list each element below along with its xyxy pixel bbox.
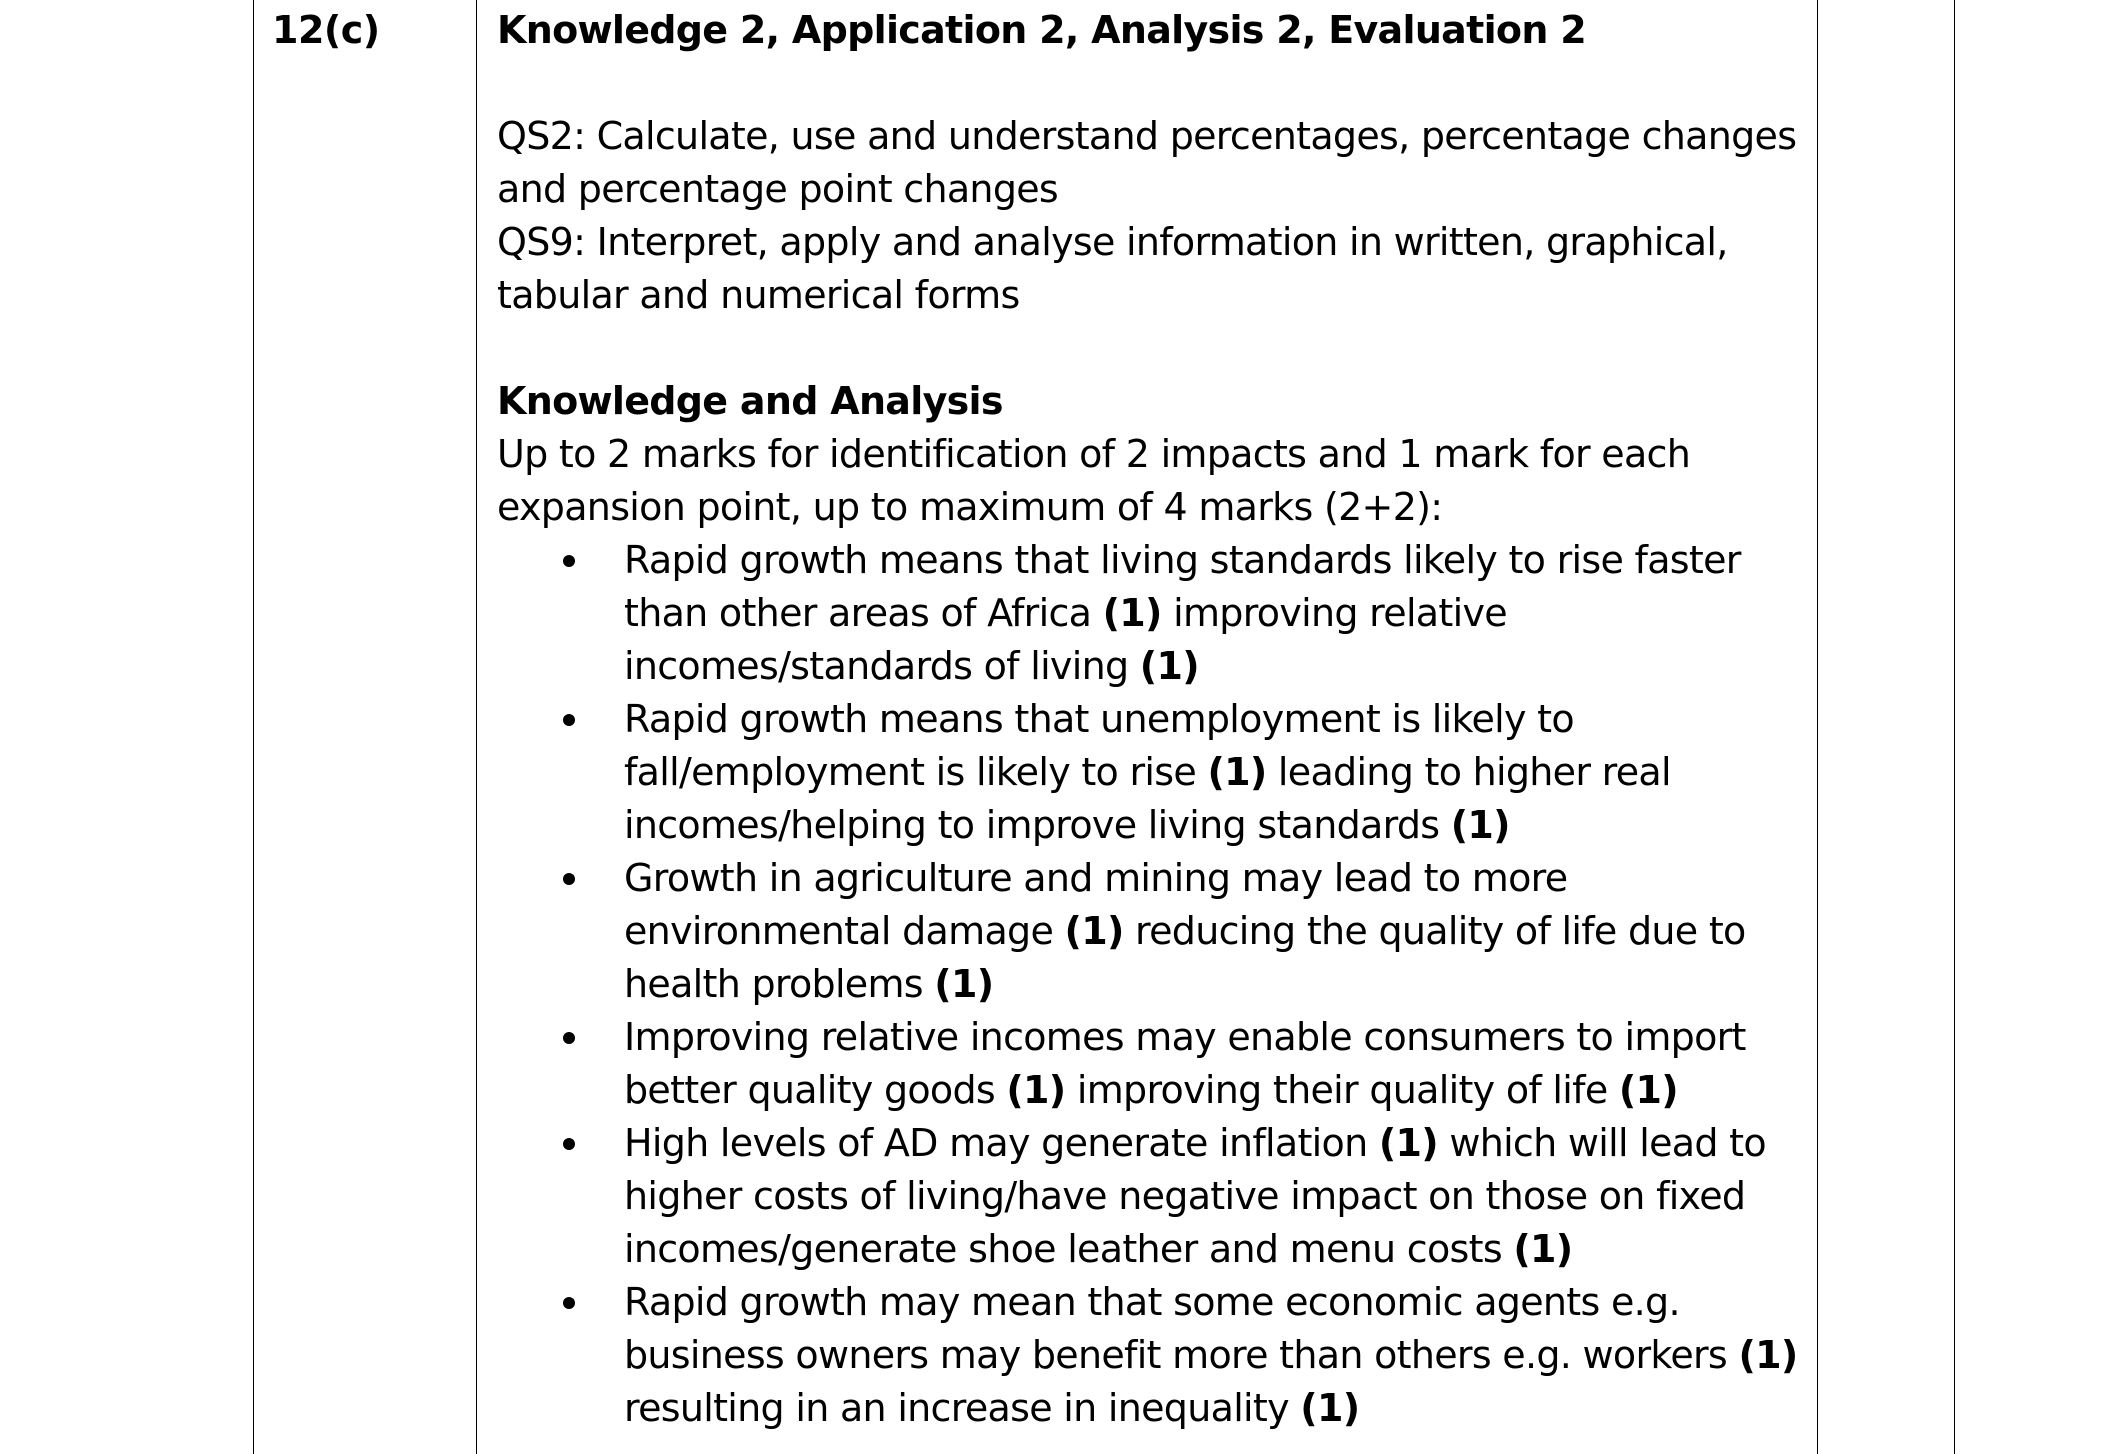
- mark-badge: (1): [1618, 1068, 1678, 1112]
- mark-badge: (1): [934, 962, 994, 1006]
- bullet-icon: [563, 555, 575, 567]
- mark-badge: (1): [1378, 1121, 1438, 1165]
- impact-list: [497, 534, 1797, 1435]
- column-divider: [253, 0, 254, 1454]
- mark-badge: (1): [1450, 803, 1510, 847]
- mark-badge: (1): [1513, 1227, 1573, 1271]
- list-item: Rapid growth means that living standards likely to rise faster than other areas of Africa (1) improving relative incomes/standards of living (1): [497, 534, 1797, 693]
- skill-qs9: QS9: Interpret, apply and analyse information in written, graphical, tabular and numerical forms: [497, 220, 1728, 317]
- list-item: Growth in agriculture and mining may lead to more environmental damage (1) reducing the quality of life due to health problems (1): [497, 852, 1797, 1011]
- list-item: Rapid growth means that unemployment is likely to fall/employment is likely to rise (1) leading to higher real incomes/helping to improve living standards (1): [497, 693, 1797, 852]
- column-divider: [476, 0, 477, 1454]
- mark-badge: (1): [1300, 1386, 1360, 1430]
- intro-text: Up to 2 marks for identification of 2 impacts and 1 mark for each expansion point, up to maximum of 4 marks (2+2):: [497, 432, 1691, 529]
- bullet-icon: [563, 1138, 575, 1150]
- question-number: 12(c): [272, 8, 380, 52]
- mark-badge: (1): [1738, 1333, 1798, 1377]
- mark-badge: (1): [1064, 909, 1124, 953]
- bullet-icon: [563, 1032, 575, 1044]
- bullet-icon: [563, 714, 575, 726]
- list-item: High levels of AD may generate inflation (1) which will lead to higher costs of living/have negative impact on those on fixed incomes/generate shoe leather and menu costs (1): [497, 1117, 1797, 1276]
- mark-badge: (1): [1207, 750, 1267, 794]
- guidance-cell: [497, 4, 1797, 1435]
- bullet-icon: [563, 1297, 575, 1309]
- mark-badge: (1): [1102, 591, 1162, 635]
- section-heading: Knowledge and Analysis: [497, 379, 1003, 423]
- bullet-icon: [563, 873, 575, 885]
- column-divider: [1954, 0, 1955, 1454]
- marks-heading: Knowledge 2, Application 2, Analysis 2, Evaluation 2: [497, 8, 1586, 52]
- mark-badge: (1): [1139, 644, 1199, 688]
- mark-badge: (1): [1006, 1068, 1066, 1112]
- list-item: Rapid growth may mean that some economic agents e.g. business owners may benefit more than others e.g. workers (1) resulting in an increase in inequality (1): [497, 1276, 1797, 1435]
- column-divider: [1817, 0, 1818, 1454]
- skill-qs2: QS2: Calculate, use and understand percentages, percentage changes and percentage point changes: [497, 114, 1797, 211]
- list-item: Improving relative incomes may enable consumers to import better quality goods (1) improving their quality of life (1): [497, 1011, 1797, 1117]
